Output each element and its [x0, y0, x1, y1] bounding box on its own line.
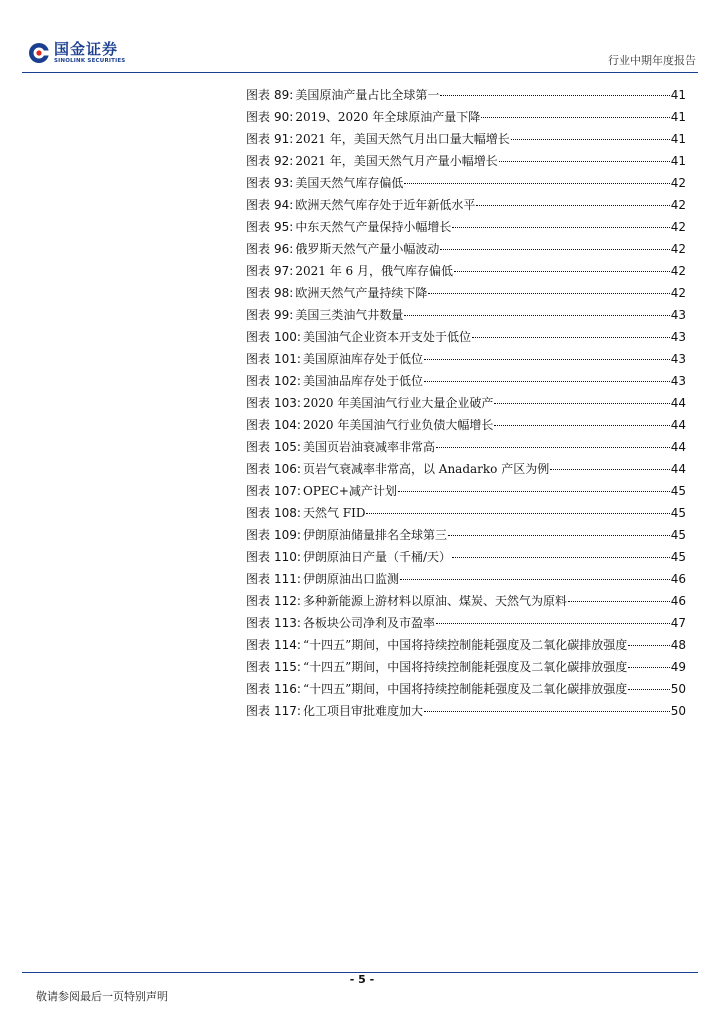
toc-entry-separator: :: [296, 484, 301, 498]
toc-entry-number: 94: [274, 198, 290, 212]
toc-entry-number: 108: [274, 506, 297, 520]
toc-entry-label: 图表: [246, 484, 271, 498]
toc-entry-label: 图表: [246, 264, 271, 278]
toc-entry-title: “十四五”期间，中国将持续控制能耗强度及二氧化碳排放强度: [302, 638, 628, 652]
toc-entry-label: 图表: [246, 374, 271, 388]
toc-entry-number: 115: [274, 660, 297, 674]
toc-entry-label: 图表: [246, 528, 271, 542]
toc-entry-title: 化工项目审批难度加大: [302, 704, 423, 718]
toc-entry[interactable]: [246, 504, 686, 526]
toc-entry-number: 90: [274, 110, 290, 124]
toc-entry[interactable]: [246, 86, 686, 108]
toc-entry-separator: :: [289, 308, 294, 322]
toc-entry-label: 图表: [246, 198, 271, 212]
toc-entry-label: 图表: [246, 176, 271, 190]
toc-entry-title: 2021 年，美国天然气月出口量大幅增长: [295, 132, 510, 146]
toc-entry-page: 45: [670, 506, 686, 520]
toc-entry[interactable]: [246, 328, 686, 350]
toc-entry-separator: :: [289, 132, 294, 146]
toc-entry[interactable]: [246, 218, 686, 240]
toc-entry-title: 美国油品库存处于低位: [302, 374, 423, 388]
brand-logo: [28, 42, 125, 65]
toc-entry-number: 95: [274, 220, 290, 234]
toc-entry-label: 图表: [246, 220, 271, 234]
toc-leader-dots: [494, 425, 669, 426]
toc-leader-dots: [440, 249, 669, 250]
toc-entry-number: 107: [274, 484, 297, 498]
toc-entry-title: 欧洲天然气库存处于近年新低水平: [295, 198, 476, 212]
toc-entry-label: 图表: [246, 594, 271, 608]
toc-entry-page: 44: [670, 440, 686, 454]
toc-entry-title: 美国三类油气井数量: [295, 308, 404, 322]
toc-entry-page: 42: [670, 198, 686, 212]
toc-entry-label: 图表: [246, 110, 271, 124]
toc-leader-dots: [452, 557, 670, 558]
toc-entry-number: 93: [274, 176, 290, 190]
toc-leader-dots: [448, 535, 670, 536]
toc-entry-label: 图表: [246, 308, 271, 322]
brand-name-en: SINOLINK SECURITIES: [54, 58, 126, 64]
table-of-figures: [246, 86, 686, 724]
toc-entry-label: 图表: [246, 396, 271, 410]
toc-entry-label: 图表: [246, 550, 271, 564]
toc-entry-title: 美国原油产量占比全球第一: [295, 88, 440, 102]
toc-leader-dots: [452, 227, 669, 228]
toc-entry-number: 109: [274, 528, 297, 542]
toc-entry-separator: :: [296, 352, 301, 366]
toc-entry-title: 2020 年美国油气行业大量企业破产: [302, 396, 494, 410]
toc-entry[interactable]: [246, 526, 686, 548]
toc-entry-label: 图表: [246, 616, 271, 630]
toc-entry-label: 图表: [246, 242, 271, 256]
toc-entry[interactable]: [246, 570, 686, 592]
toc-entry[interactable]: [246, 482, 686, 504]
toc-entry-number: 100: [274, 330, 297, 344]
toc-leader-dots: [494, 403, 669, 404]
toc-entry-separator: :: [289, 220, 294, 234]
toc-entry-page: 42: [670, 286, 686, 300]
toc-entry-page: 49: [670, 660, 686, 674]
toc-entry-title: 天然气 FID: [302, 506, 366, 520]
toc-entry-separator: :: [289, 88, 294, 102]
toc-entry-page: 43: [670, 308, 686, 322]
toc-entry[interactable]: [246, 702, 686, 724]
toc-entry-separator: :: [289, 154, 294, 168]
toc-entry-separator: :: [296, 462, 301, 476]
toc-entry-title: 美国页岩油衰减率非常高: [302, 440, 435, 454]
toc-entry-separator: :: [296, 528, 301, 542]
toc-entry-page: 41: [670, 110, 686, 124]
toc-leader-dots: [404, 315, 669, 316]
toc-entry-separator: :: [296, 374, 301, 388]
toc-entry-title: 各板块公司净利及市盈率: [302, 616, 435, 630]
toc-entry-label: 图表: [246, 132, 271, 146]
toc-entry-number: 98: [274, 286, 290, 300]
toc-entry-title: “十四五”期间，中国将持续控制能耗强度及二氧化碳排放强度: [302, 660, 628, 674]
toc-entry-separator: :: [296, 616, 301, 630]
toc-entry-separator: :: [289, 286, 294, 300]
toc-entry-page: 43: [670, 352, 686, 366]
toc-entry-number: 103: [274, 396, 297, 410]
toc-entry-page: 42: [670, 242, 686, 256]
toc-entry-page: 48: [670, 638, 686, 652]
toc-leader-dots: [499, 161, 670, 162]
toc-entry-label: 图表: [246, 286, 271, 300]
toc-entry-page: 43: [670, 330, 686, 344]
toc-entry-number: 110: [274, 550, 297, 564]
toc-leader-dots: [454, 271, 670, 272]
toc-entry[interactable]: [246, 636, 686, 658]
toc-entry-title: 2019、2020 年全球原油产量下降: [295, 110, 481, 124]
toc-leader-dots: [424, 381, 670, 382]
toc-entry-page: 41: [670, 154, 686, 168]
toc-entry-title: 美国天然气库存偏低: [295, 176, 404, 190]
toc-entry-number: 96: [274, 242, 290, 256]
toc-entry-number: 113: [274, 616, 297, 630]
toc-entry-page: 41: [670, 88, 686, 102]
toc-leader-dots: [568, 601, 670, 602]
toc-entry-label: 图表: [246, 440, 271, 454]
toc-entry-number: 105: [274, 440, 297, 454]
toc-entry-number: 111: [274, 572, 297, 586]
toc-entry-label: 图表: [246, 682, 271, 696]
toc-entry-separator: :: [296, 418, 301, 432]
toc-entry-label: 图表: [246, 506, 271, 520]
toc-entry[interactable]: [246, 416, 686, 438]
toc-entry-number: 89: [274, 88, 290, 102]
toc-entry-label: 图表: [246, 418, 271, 432]
toc-leader-dots: [366, 513, 669, 514]
toc-entry[interactable]: [246, 460, 686, 482]
toc-entry-title: 欧洲天然气产量持续下降: [295, 286, 428, 300]
toc-entry-title: 美国原油库存处于低位: [302, 352, 423, 366]
toc-leader-dots: [472, 337, 670, 338]
toc-entry[interactable]: [246, 372, 686, 394]
toc-leader-dots: [628, 667, 669, 668]
toc-entry[interactable]: [246, 284, 686, 306]
toc-entry[interactable]: [246, 680, 686, 702]
toc-entry[interactable]: [246, 614, 686, 636]
toc-entry-number: 112: [274, 594, 297, 608]
toc-leader-dots: [440, 95, 669, 96]
toc-entry-title: 伊朗原油储量排名全球第三: [302, 528, 447, 542]
toc-leader-dots: [628, 645, 669, 646]
toc-leader-dots: [424, 711, 670, 712]
toc-entry-title: 2021 年，美国天然气月产量小幅增长: [295, 154, 498, 168]
toc-entry-number: 99: [274, 308, 290, 322]
toc-entry-page: 45: [670, 528, 686, 542]
toc-entry-title: 伊朗原油出口监测: [302, 572, 399, 586]
report-type: 行业中期年度报告: [608, 54, 696, 67]
toc-entry-label: 图表: [246, 704, 271, 718]
toc-entry-page: 46: [670, 594, 686, 608]
toc-entry-number: 117: [274, 704, 297, 718]
toc-leader-dots: [424, 359, 670, 360]
toc-entry-number: 116: [274, 682, 297, 696]
toc-leader-dots: [398, 491, 670, 492]
toc-entry-page: 42: [670, 220, 686, 234]
toc-entry-number: 97: [274, 264, 290, 278]
toc-entry-page: 42: [670, 264, 686, 278]
toc-entry-separator: :: [296, 330, 301, 344]
toc-entry-label: 图表: [246, 572, 271, 586]
toc-entry-label: 图表: [246, 330, 271, 344]
toc-leader-dots: [404, 183, 669, 184]
toc-entry-separator: :: [296, 396, 301, 410]
toc-entry-page: 46: [670, 572, 686, 586]
brand-name-cn: 国金证券: [54, 40, 119, 58]
toc-entry[interactable]: [246, 306, 686, 328]
toc-entry-page: 44: [670, 418, 686, 432]
toc-entry[interactable]: [246, 130, 686, 152]
toc-entry-separator: :: [289, 110, 294, 124]
toc-entry-page: 44: [670, 462, 686, 476]
toc-entry-page: 47: [670, 616, 686, 630]
toc-entry-separator: :: [296, 660, 301, 674]
toc-entry-number: 114: [274, 638, 297, 652]
toc-entry-separator: :: [289, 242, 294, 256]
toc-leader-dots: [481, 117, 669, 118]
toc-entry-number: 106: [274, 462, 297, 476]
toc-entry-number: 102: [274, 374, 297, 388]
toc-entry-title: “十四五”期间，中国将持续控制能耗强度及二氧化碳排放强度: [302, 682, 628, 696]
toc-leader-dots: [550, 469, 670, 470]
toc-entry-separator: :: [289, 264, 294, 278]
toc-entry-title: 多种新能源上游材料以原油、煤炭、天然气为原料: [302, 594, 567, 608]
toc-entry-page: 50: [670, 704, 686, 718]
toc-entry-title: 2020 年美国油气行业负债大幅增长: [302, 418, 494, 432]
toc-entry[interactable]: [246, 438, 686, 460]
toc-entry[interactable]: [246, 350, 686, 372]
toc-entry[interactable]: [246, 394, 686, 416]
toc-entry[interactable]: [246, 240, 686, 262]
toc-entry-number: 101: [274, 352, 297, 366]
toc-entry[interactable]: [246, 174, 686, 196]
toc-entry-title: 俄罗斯天然气产量小幅波动: [295, 242, 440, 256]
sinolink-logo-icon: [28, 42, 50, 64]
toc-entry-page: 43: [670, 374, 686, 388]
toc-entry-separator: :: [296, 594, 301, 608]
header-divider: [22, 72, 698, 73]
toc-entry-title: 2021 年 6 月，俄气库存偏低: [295, 264, 453, 278]
toc-entry-page: 50: [670, 682, 686, 696]
toc-leader-dots: [476, 205, 669, 206]
toc-entry[interactable]: [246, 108, 686, 130]
toc-entry-title: 美国油气企业资本开支处于低位: [302, 330, 471, 344]
toc-entry-separator: :: [296, 506, 301, 520]
toc-entry[interactable]: [246, 152, 686, 174]
toc-entry-page: 42: [670, 176, 686, 190]
page-number: - 5 -: [349, 973, 375, 986]
toc-entry[interactable]: [246, 658, 686, 680]
toc-entry-page: 45: [670, 484, 686, 498]
toc-entry-separator: :: [296, 440, 301, 454]
toc-entry[interactable]: [246, 196, 686, 218]
toc-entry-separator: :: [296, 638, 301, 652]
toc-entry-separator: :: [289, 198, 294, 212]
toc-entry-title: OPEC+减产计划: [302, 484, 397, 498]
toc-entry-separator: :: [296, 682, 301, 696]
page-header: [22, 38, 698, 72]
disclaimer-text: 敬请参阅最后一页特别声明: [36, 990, 168, 1003]
toc-entry-label: 图表: [246, 462, 271, 476]
toc-leader-dots: [511, 139, 670, 140]
toc-entry-separator: :: [289, 176, 294, 190]
toc-leader-dots: [436, 623, 670, 624]
toc-leader-dots: [400, 579, 670, 580]
toc-entry-number: 104: [274, 418, 297, 432]
toc-entry-separator: :: [296, 704, 301, 718]
toc-entry-page: 45: [670, 550, 686, 564]
toc-entry-title: 中东天然气产量保持小幅增长: [295, 220, 452, 234]
toc-entry[interactable]: [246, 592, 686, 614]
toc-entry-page: 41: [670, 132, 686, 146]
toc-leader-dots: [436, 447, 670, 448]
toc-entry-page: 44: [670, 396, 686, 410]
toc-entry-separator: :: [296, 550, 301, 564]
toc-entry-title: 伊朗原油日产量（千桶/天）: [302, 550, 452, 564]
toc-entry[interactable]: [246, 548, 686, 570]
toc-entry-label: 图表: [246, 154, 271, 168]
toc-entry-number: 92: [274, 154, 290, 168]
toc-entry-number: 91: [274, 132, 290, 146]
toc-leader-dots: [428, 293, 669, 294]
toc-entry-separator: :: [296, 572, 301, 586]
toc-entry-title: 页岩气衰减率非常高，以 Anadarko 产区为例: [302, 462, 550, 476]
toc-entry-label: 图表: [246, 352, 271, 366]
toc-entry[interactable]: [246, 262, 686, 284]
toc-entry-label: 图表: [246, 88, 271, 102]
toc-entry-label: 图表: [246, 660, 271, 674]
toc-entry-label: 图表: [246, 638, 271, 652]
toc-leader-dots: [628, 689, 669, 690]
